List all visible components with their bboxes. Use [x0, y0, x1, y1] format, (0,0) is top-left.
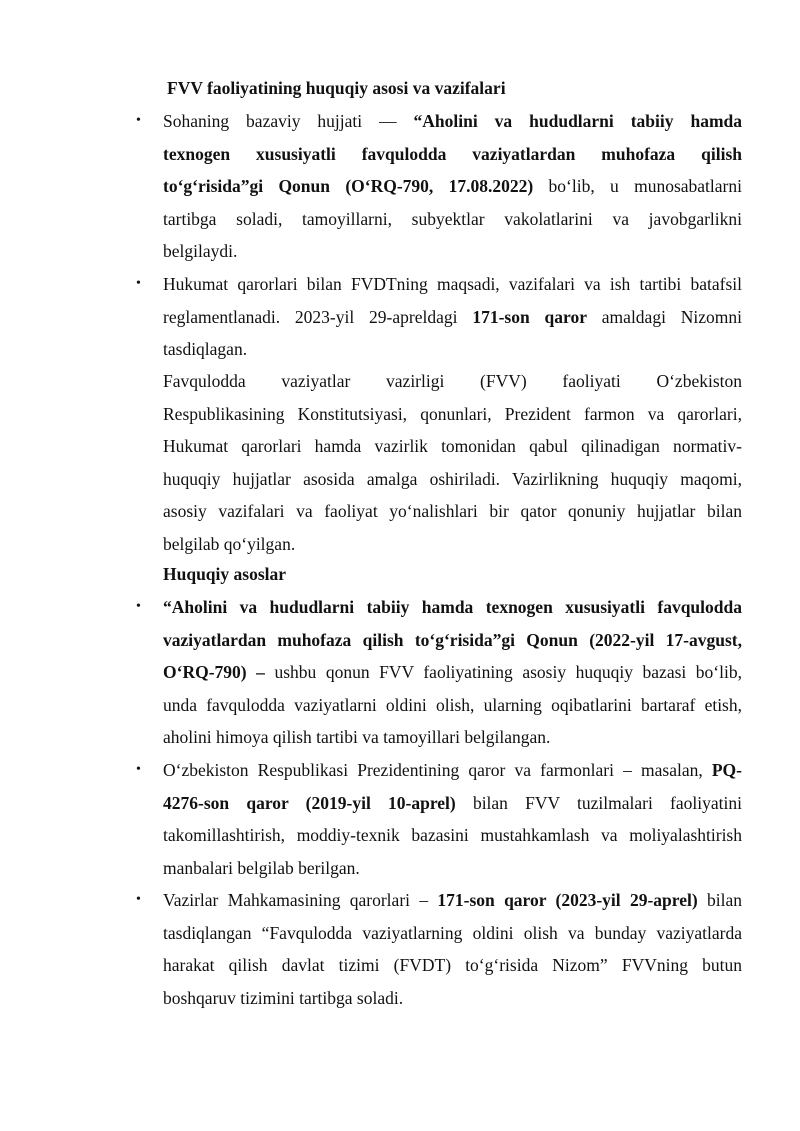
text-line: O‘RQ-790) – ushbu qonun FVV faoliyatining asosiy huquqiy bazasi bo‘lib, — [163, 662, 742, 682]
bold-text: 4276-son qaror (2019-yil 10-aprel) — [163, 792, 456, 813]
text-line: Respublikasining Konstitutsiyasi, qonunlari, Prezident farmon va qarorlari, — [163, 403, 742, 424]
bold-text: O‘RQ-790) – — [163, 662, 265, 682]
bold-text: texnogen xususiyatli favqulodda vaziyatlardan muhofaza qilish — [163, 143, 742, 164]
text-line: boshqaruv tizimini tartibga soladi. — [163, 987, 404, 1008]
text-line — [163, 591, 742, 624]
text-line: belgilaydi. — [163, 241, 238, 261]
list-item — [163, 884, 742, 1014]
section-heading: FVV faoliyatining huquqiy asosi va vazifalari — [167, 78, 506, 98]
list-item — [163, 591, 742, 754]
text-line: takomillashtirish, moddiy-texnik bazasini mustahkamlash va moliyalashtirish — [163, 825, 742, 845]
subsection-heading: Huquqiy asoslar — [163, 564, 287, 584]
text-line: Hukumat qarorlari bilan FVDTning maqsadi, vazifalari va ish tartibi batafsil — [163, 274, 742, 294]
text-line: 4276-son qaror (2019-yil 10-aprel) bilan FVV tuzilmalari faoliyatini — [163, 792, 742, 813]
text-line — [163, 138, 742, 171]
bullet-marker: • — [136, 599, 141, 614]
list-item — [163, 754, 742, 884]
text-line: aholini himoya qilish tartibi va tamoyillari belgilangan. — [163, 727, 551, 747]
text-line: reglamentlanadi. 2023-yil 29-apreldagi 171-son qaror amaldagi Nizomni — [163, 306, 742, 327]
text-line: tasdiqlagan. — [163, 339, 248, 359]
text-line: belgilab qo‘yilgan. — [163, 533, 296, 554]
text-line: Favqulodda vaziyatlar vazirligi (FVV) faoliyati O‘zbekiston — [163, 371, 742, 391]
text-line: manbalari belgilab berilgan. — [163, 857, 360, 878]
list-item — [163, 105, 742, 268]
text-line: Sohaning bazaviy hujjati — “Aholini va hududlarni tabiiy hamda — [163, 111, 742, 131]
text-line: tasdiqlangan “Favqulodda vaziyatlarning oldini olish va bunday vaziyatlarda — [163, 922, 742, 943]
bold-text: 171-son qaror — [472, 306, 587, 327]
text-line: harakat qilish davlat tizimi (FVDT) to‘g‘risida Nizom” FVVning butun — [163, 955, 742, 975]
text-line: unda favqulodda vaziyatlarni oldini olish, ularning oqibatlarini bartaraf etish, — [163, 694, 742, 715]
text-line: Vazirlar Mahkamasining qarorlari – 171-son qaror (2023-yil 29-aprel) bilan — [163, 890, 742, 910]
text-line: tartibga soladi, tamoyillarni, subyektlar vakolatlarini va javobgarlikni — [163, 208, 742, 229]
text-line: huquqiy hujjatlar asosida amalga oshiriladi. Vazirlikning huquqiy maqomi, — [163, 468, 742, 489]
bullet-marker: • — [136, 113, 141, 128]
text-line — [163, 624, 742, 657]
bold-text: vaziyatlardan muhofaza qilish to‘g‘risida”gi Qonun (2022-yil 17-avgust, — [163, 629, 742, 650]
bullet-marker: • — [136, 762, 141, 777]
text-line: Hukumat qarorlari hamda vazirlik tomonidan qabul qilinadigan normativ- — [163, 436, 742, 456]
bullet-marker: • — [136, 892, 141, 907]
list-item — [163, 268, 742, 366]
bold-text: “Aholini va hududlarni tabiiy hamda — [413, 111, 742, 131]
text-line: asosiy vazifalari va faoliyat yo‘nalishlari bir qator qonuniy hujjatlar bilan — [163, 501, 742, 521]
body-paragraph — [163, 365, 742, 560]
bold-text: “Aholini va hududlarni tabiiy hamda texnogen xususiyatli favqulodda — [163, 597, 742, 617]
bullet-marker: • — [136, 276, 141, 291]
text-line: O‘zbekiston Respublikasi Prezidentining qaror va farmonlari – masalan, PQ- — [163, 760, 742, 780]
bold-text: PQ- — [711, 760, 742, 780]
bold-text: to‘g‘risida”gi Qonun (O‘RQ-790, 17.08.2022) — [163, 176, 534, 196]
text-line: to‘g‘risida”gi Qonun (O‘RQ-790, 17.08.2022) bo‘lib, u munosabatlarni — [163, 176, 742, 196]
bold-text: 171-son qaror (2023-yil 29-aprel) — [437, 890, 698, 910]
